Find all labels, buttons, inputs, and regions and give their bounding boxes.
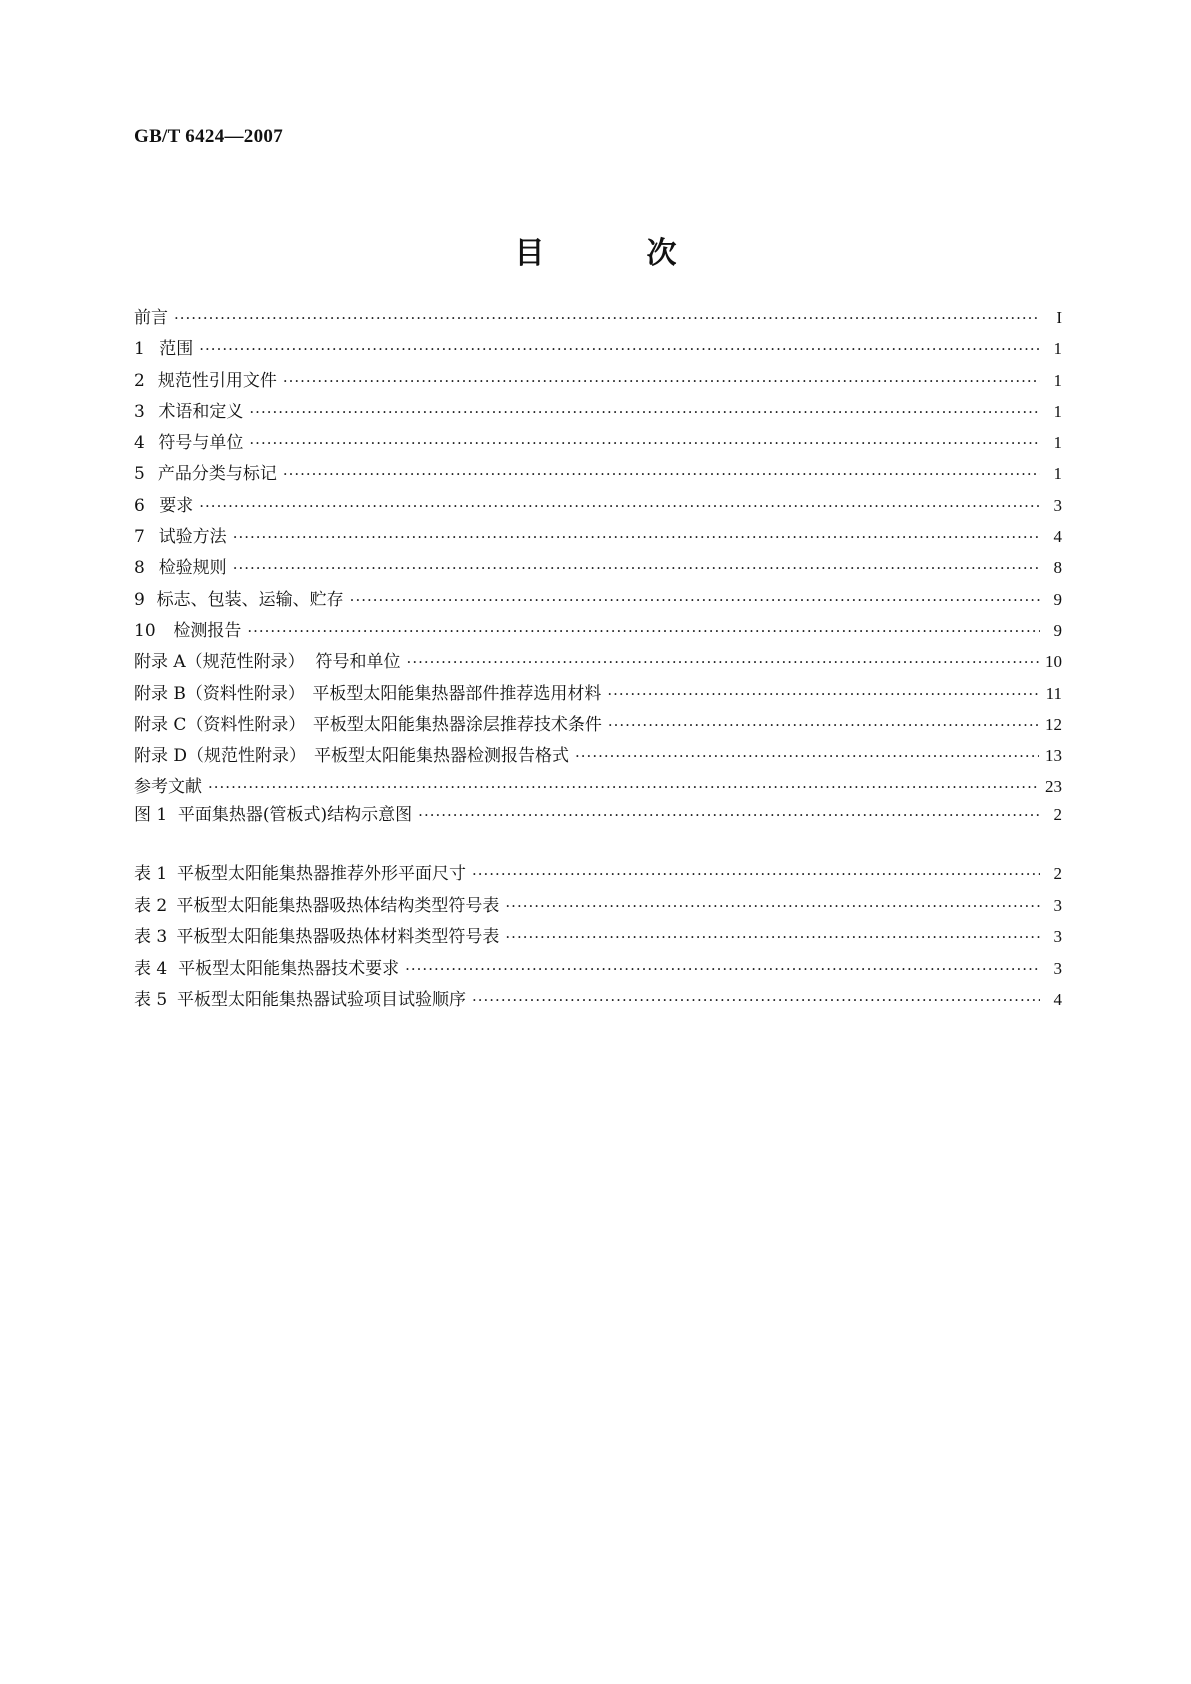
- toc-entry-number: 附录 C（资料性附录）: [134, 714, 306, 735]
- standard-code: GB/T 6424—2007: [134, 126, 284, 147]
- toc-entry-number: 表 5: [134, 990, 168, 1010]
- toc-entry-label: 平板型太阳能集热器推荐外形平面尺寸: [176, 864, 466, 884]
- toc-entry-label: 平板型太阳能集热器涂层推荐技术条件: [312, 714, 602, 735]
- toc-entry-page: 4: [1053, 527, 1062, 547]
- toc-leader-dots: [607, 679, 1039, 710]
- toc-entry-label: 平板型太阳能集热器吸热体材料类型符号表: [176, 927, 500, 947]
- toc-entry-label: 检验规则: [158, 558, 227, 579]
- toc-entry-number: 表 1: [134, 864, 168, 884]
- toc-leader-dots: [233, 553, 1040, 584]
- toc-entry-label: 平板型太阳能集热器技术要求: [178, 958, 400, 979]
- toc-entry[interactable]: [134, 396, 1062, 427]
- toc-entry[interactable]: [134, 333, 1062, 364]
- toc-leader-dots: [405, 954, 1040, 986]
- toc-entry[interactable]: [134, 490, 1062, 521]
- toc-entry-page: 2: [1053, 864, 1062, 883]
- toc-leader-dots: [249, 397, 1040, 428]
- toc-entry-number: 1: [134, 339, 145, 360]
- toc-leader-dots: [233, 522, 1040, 553]
- toc-entry[interactable]: [134, 302, 1062, 333]
- toc-entry-page: 10: [1045, 652, 1062, 672]
- toc-entry-number: 7: [134, 527, 145, 548]
- toc-entry-number: 附录 B（资料性附录）: [134, 683, 305, 704]
- toc-entry-label: 参考文献: [134, 777, 202, 798]
- toc-entry-page: 11: [1045, 683, 1062, 703]
- toc-entry-page: 4: [1053, 990, 1062, 1009]
- toc-entry[interactable]: [134, 953, 1062, 985]
- toc-leader-dots: [407, 647, 1039, 678]
- toc-tables: [134, 858, 1062, 1016]
- toc-entry-number: 4: [134, 433, 145, 454]
- toc-entry-label: 规范性引用文件: [157, 370, 277, 391]
- toc-entry-label: 平板型太阳能集热器吸热体结构类型符号表: [176, 895, 500, 916]
- toc-leader-dots: [472, 985, 1040, 1017]
- toc-entry[interactable]: [134, 646, 1062, 677]
- toc-entry[interactable]: [134, 552, 1062, 583]
- toc-entry[interactable]: [134, 365, 1062, 396]
- toc-entry[interactable]: [134, 584, 1062, 615]
- toc-entry-page: 9: [1053, 589, 1062, 609]
- toc-entry-page: 2: [1053, 805, 1062, 824]
- toc-leader-dots: [418, 800, 1040, 832]
- toc-leader-dots: [505, 922, 1040, 954]
- toc-entry-page: 8: [1053, 558, 1062, 578]
- toc-leader-dots: [472, 859, 1040, 891]
- toc-entry-page: 3: [1053, 958, 1062, 978]
- toc-entry[interactable]: [134, 678, 1062, 709]
- toc-entry-number: 图 1: [134, 805, 168, 825]
- toc-entry[interactable]: [134, 458, 1062, 489]
- toc-entry-page: 1: [1053, 370, 1062, 390]
- toc-entry[interactable]: [134, 799, 1062, 831]
- toc-leader-dots: [350, 585, 1040, 616]
- toc-entry-label: 符号与单位: [158, 433, 244, 454]
- page-title: 目 次: [514, 236, 713, 271]
- toc-entry-label: 平面集热器(管板式)结构示意图: [177, 805, 413, 825]
- toc-entry-number: 2: [134, 370, 145, 391]
- toc-leader-dots: [505, 891, 1040, 923]
- toc-entry-page: 1: [1053, 464, 1062, 484]
- toc-entry-page: I: [1056, 308, 1062, 327]
- toc-entry-number: 表 2: [134, 895, 168, 916]
- toc-entry-page: 13: [1045, 746, 1062, 766]
- toc-entry-number: 10: [134, 620, 156, 641]
- toc-entry-number: 3: [134, 401, 145, 422]
- toc-entry-label: 符号和单位: [315, 652, 401, 673]
- toc-entry-number: 9: [134, 589, 145, 610]
- toc-entry-number: 附录 A（规范性附录）: [134, 652, 305, 673]
- toc-entry[interactable]: [134, 858, 1062, 890]
- toc-entry[interactable]: [134, 427, 1062, 458]
- toc-leader-dots: [608, 710, 1039, 741]
- toc-entry-label: 平板型太阳能集热器检测报告格式: [314, 746, 570, 767]
- toc-entry-label: 标志、包装、运输、贮存: [156, 589, 344, 610]
- toc-entry-number: 8: [134, 558, 145, 579]
- toc-main: [134, 302, 1062, 803]
- toc-entry[interactable]: [134, 890, 1062, 922]
- toc-entry-label: 范围: [159, 339, 194, 360]
- toc-leader-dots: [283, 366, 1040, 397]
- toc-entry-number: 表 3: [134, 927, 168, 947]
- toc-entry-page: 3: [1053, 895, 1062, 915]
- toc-entry[interactable]: [134, 709, 1062, 740]
- toc-entry-page: 3: [1053, 495, 1062, 515]
- toc-leader-dots: [199, 334, 1040, 365]
- toc-entry-label: 产品分类与标记: [157, 464, 277, 485]
- toc-entry-page: 1: [1053, 401, 1062, 421]
- toc-entry-number: 5: [134, 464, 145, 485]
- toc-entry-label: 平板型太阳能集热器部件推荐选用材料: [312, 683, 602, 704]
- toc-entry-number: 附录 D（规范性附录）: [134, 746, 307, 767]
- toc-entry-number: 表 4: [134, 958, 168, 979]
- toc-leader-dots: [575, 741, 1039, 772]
- toc-leader-dots: [247, 616, 1040, 647]
- toc-entry-label: 要求: [159, 495, 194, 516]
- toc-entry-page: 12: [1045, 714, 1062, 734]
- toc-entry[interactable]: [134, 921, 1062, 953]
- toc-entry[interactable]: [134, 984, 1062, 1016]
- toc-entry[interactable]: [134, 740, 1062, 771]
- toc-entry-page: 3: [1053, 927, 1062, 946]
- toc-entry-page: 9: [1053, 620, 1062, 640]
- toc-entry-label: 前言: [134, 308, 168, 328]
- toc-entry-page: 23: [1045, 777, 1062, 797]
- toc-leader-dots: [199, 491, 1040, 522]
- toc-entry-label: 平板型太阳能集热器试验项目试验顺序: [176, 990, 466, 1010]
- toc-entry-page: 1: [1053, 433, 1062, 453]
- toc-entry-label: 试验方法: [158, 527, 227, 548]
- toc-figures: [134, 799, 1062, 831]
- toc-leader-dots: [283, 459, 1040, 490]
- toc-entry[interactable]: [134, 521, 1062, 552]
- toc-entry[interactable]: [134, 615, 1062, 646]
- toc-entry-page: 1: [1053, 339, 1062, 359]
- toc-entry-number: 6: [134, 495, 145, 516]
- toc-entry-label: 术语和定义: [158, 401, 244, 422]
- toc-entry-label: 检测报告: [173, 620, 242, 641]
- toc-leader-dots: [174, 303, 1040, 334]
- toc-leader-dots: [249, 428, 1040, 459]
